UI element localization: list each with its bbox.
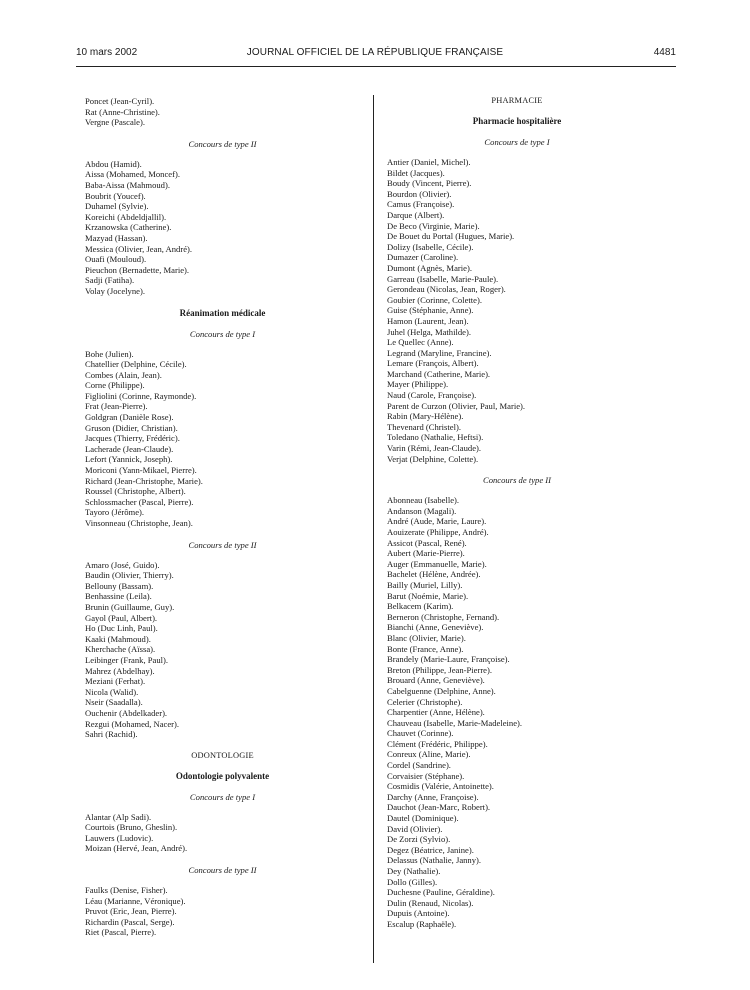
- name-entry: Toledano (Nathalie, Heftsi).: [387, 432, 484, 443]
- name-entry: Gayol (Paul, Albert).: [85, 612, 158, 623]
- name-entry: Sadji (Fatiha).: [85, 275, 135, 286]
- name-entry: Bildet (Jacques).: [387, 167, 445, 178]
- name-entry: Hamon (Laurent, Jean).: [387, 315, 469, 326]
- name-entry: Lefort (Yannick, Joseph).: [85, 454, 173, 465]
- name-entry: Messica (Olivier, Jean, André).: [85, 243, 193, 254]
- name-entry: Cosmidis (Valérie, Antoinette).: [387, 781, 494, 792]
- name-entry: Leibinger (Frank, Paul).: [85, 654, 169, 665]
- name-entry: Dauchot (Jean-Marc, Robert).: [387, 802, 491, 813]
- name-entry: Pruvot (Eric, Jean, Pierre).: [85, 906, 177, 917]
- name-entry: Chauveau (Isabelle, Marie-Madeleine).: [387, 717, 523, 728]
- name-entry: Brouard (Anne, Geneviève).: [387, 675, 485, 686]
- name-entry: Bonte (France, Anne).: [387, 643, 464, 654]
- subsection-heading: Concours de type II: [482, 475, 552, 486]
- name-entry: Delassus (Nathalie, Janny).: [387, 855, 482, 866]
- name-entry: De Beco (Virginie, Marie).: [387, 220, 480, 231]
- name-entry: Richardin (Pascal, Serge).: [85, 916, 175, 927]
- name-entry: Mazyad (Hassan).: [85, 232, 148, 243]
- name-entry: Riet (Pascal, Pierre).: [85, 927, 157, 938]
- name-entry: Mahrez (Abdelhay).: [85, 665, 155, 676]
- name-entry: Conreux (Aline, Marie).: [387, 749, 471, 760]
- name-entry: Corvaisier (Stéphane).: [387, 770, 465, 781]
- name-entry: Abonneau (Isabelle).: [387, 495, 460, 506]
- name-entry: Figliolini (Corinne, Raymonde).: [85, 390, 197, 401]
- name-entry: Assicot (Pascal, René).: [387, 537, 467, 548]
- name-entry: Andanson (Magali).: [387, 505, 457, 516]
- name-entry: Gerondeau (Nicolas, Jean, Roger).: [387, 284, 506, 295]
- name-entry: Darque (Albert).: [387, 209, 445, 220]
- name-entry: Léau (Marianne, Véronique).: [85, 895, 186, 906]
- name-entry: Cordel (Sandrine).: [387, 760, 451, 771]
- name-entry: Courtois (Bruno, Gheslin).: [85, 822, 178, 833]
- name-entry: Camus (Françoise).: [387, 199, 455, 210]
- name-entry: Schlossmacher (Pascal, Pierre).: [85, 496, 194, 507]
- name-entry: Breton (Philippe, Jean-Pierre).: [387, 664, 493, 675]
- name-entry: Ouafi (Mouloud).: [85, 254, 147, 265]
- name-entry: Nicola (Walid).: [85, 686, 139, 697]
- name-list: [85, 560, 360, 740]
- name-entry: Aubert (Marie-Pierre).: [387, 548, 465, 559]
- name-entry: Belkacem (Karim).: [387, 601, 454, 612]
- name-entry: Rat (Anne-Christine).: [85, 106, 160, 117]
- name-entry: Celerier (Christophe).: [387, 696, 463, 707]
- left-column: [85, 96, 360, 938]
- section-heading: Réanimation médicale: [179, 307, 266, 318]
- name-entry: Goubier (Corinne, Colette).: [387, 294, 482, 305]
- name-entry: Chatellier (Delphine, Cécile).: [85, 359, 187, 370]
- name-list: [85, 349, 360, 529]
- name-entry: Jacques (Thierry, Frédéric).: [85, 433, 180, 444]
- name-list: [85, 96, 360, 128]
- name-entry: Brunin (Guillaume, Guy).: [85, 601, 175, 612]
- name-entry: Frat (Jean-Pierre).: [85, 401, 148, 412]
- name-entry: Abdou (Hamid).: [85, 158, 142, 169]
- subsection-heading: Concours de type II: [188, 865, 257, 876]
- name-entry: Faulks (Denise, Fisher).: [85, 885, 168, 896]
- name-entry: Bohe (Julien).: [85, 348, 134, 359]
- name-entry: Boubrit (Youcef).: [85, 190, 146, 201]
- name-entry: Moriconi (Yann-Mikael, Pierre).: [85, 465, 197, 476]
- name-entry: Verjat (Delphine, Colette).: [387, 453, 479, 464]
- name-entry: Alantar (Alp Sadi).: [85, 811, 152, 822]
- name-entry: Barut (Noémie, Marie).: [387, 590, 469, 601]
- name-entry: Dollo (Gilles).: [387, 876, 438, 887]
- name-entry: Kherchache (Aïssa).: [85, 644, 156, 655]
- group-heading: ODONTOLOGIE: [191, 750, 254, 760]
- name-entry: Duchesne (Pauline, Géraldine).: [387, 887, 495, 898]
- name-entry: Roussel (Christophe, Albert).: [85, 486, 186, 497]
- name-entry: Darchy (Anne, Françoise).: [387, 791, 479, 802]
- name-entry: Dupuis (Antoine).: [387, 908, 450, 919]
- right-column: [387, 96, 647, 930]
- name-entry: Dautel (Dominique).: [387, 813, 459, 824]
- name-entry: David (Olivier).: [387, 823, 443, 834]
- name-entry: Dumont (Agnès, Marie).: [387, 262, 472, 273]
- name-entry: Tayoro (Jérôme).: [85, 507, 145, 518]
- name-entry: De Zorzi (Sylvio).: [387, 834, 451, 845]
- name-entry: Antier (Daniel, Michel).: [387, 157, 471, 167]
- name-entry: Bourdon (Olivier).: [387, 188, 452, 199]
- name-entry: Nseir (Saadalla).: [85, 697, 143, 708]
- name-entry: Boudy (Vincent, Pierre).: [387, 178, 472, 189]
- name-entry: Bellouny (Bassam).: [85, 580, 154, 591]
- name-entry: Poncet (Jean-Cyril).: [85, 96, 155, 106]
- name-entry: Lacherade (Jean-Claude).: [85, 443, 174, 454]
- name-entry: Varin (Rémi, Jean-Claude).: [387, 443, 482, 454]
- name-entry: De Bouet du Portal (Hugues, Marie).: [387, 231, 515, 242]
- name-entry: Dumazer (Caroline).: [387, 252, 459, 263]
- name-entry: Moizan (Hervé, Jean, André).: [85, 843, 188, 854]
- name-entry: Meziani (Ferhat).: [85, 676, 146, 687]
- name-entry: Koreichi (Abdeldjallil).: [85, 211, 167, 222]
- header-date: 10 mars 2002: [76, 47, 138, 58]
- name-entry: Vergne (Pascale).: [85, 117, 145, 128]
- column-divider: [373, 95, 374, 963]
- name-entry: Lemare (François, Albert).: [387, 358, 479, 369]
- subsection-heading: Concours de type I: [189, 791, 256, 802]
- name-entry: Auger (Emmanuelle, Marie).: [387, 558, 487, 569]
- name-entry: Brandely (Marie-Laure, Françoise).: [387, 654, 510, 665]
- name-entry: André (Aude, Marie, Laure).: [387, 516, 487, 527]
- name-list: [85, 885, 360, 938]
- name-entry: Parent de Curzon (Olivier, Paul, Marie).: [387, 400, 526, 411]
- group-heading: PHARMACIE: [491, 96, 543, 105]
- name-entry: Bianchi (Anne, Geneviève).: [387, 622, 484, 633]
- page-number: 4481: [653, 47, 676, 58]
- section-heading: Pharmacie hospitalière: [472, 116, 562, 126]
- page-header: [0, 47, 750, 61]
- name-entry: Guise (Stéphanie, Anne).: [387, 305, 474, 316]
- name-entry: Rezgui (Mohamed, Nacer).: [85, 718, 180, 729]
- name-entry: Garreau (Isabelle, Marie-Paule).: [387, 273, 499, 284]
- name-entry: Sahri (Rachid).: [85, 729, 138, 740]
- name-entry: Bachelet (Hélène, Andrée).: [387, 569, 481, 580]
- name-entry: Baudin (Olivier, Thierry).: [85, 570, 174, 581]
- name-entry: Dey (Nathalie).: [387, 866, 441, 876]
- name-list: [387, 157, 647, 464]
- name-entry: Aouizerate (Philippe, André).: [387, 527, 489, 537]
- name-entry: Krzanowska (Catherine).: [85, 222, 172, 233]
- name-entry: Aissa (Mohamed, Moncef).: [85, 169, 180, 180]
- name-entry: Ho (Duc Linh, Paul).: [85, 623, 158, 634]
- name-entry: Rabin (Mary-Hélène).: [387, 411, 464, 422]
- name-list: [387, 495, 647, 929]
- name-entry: Combes (Alain, Jean).: [85, 369, 162, 380]
- name-entry: Cabelguenne (Delphine, Anne).: [387, 685, 496, 696]
- name-list: [85, 159, 360, 297]
- name-entry: Goldgran (Danièle Rose).: [85, 412, 174, 423]
- name-entry: Benhassine (Leila).: [85, 591, 152, 602]
- name-entry: Le Quellec (Anne).: [387, 337, 454, 348]
- name-entry: Degez (Béatrice, Janine).: [387, 844, 474, 855]
- name-entry: Kaaki (Mahmoud).: [85, 633, 151, 644]
- name-entry: Thevenard (Christel).: [387, 421, 461, 432]
- name-entry: Dulin (Renaud, Nicolas).: [387, 897, 474, 908]
- journal-title: JOURNAL OFFICIEL DE LA RÉPUBLIQUE FRANÇAISE: [246, 47, 504, 58]
- name-entry: Charpentier (Anne, Hélène).: [387, 707, 485, 718]
- name-entry: Clément (Frédéric, Philippe).: [387, 738, 488, 749]
- name-entry: Duhamel (Sylvie).: [85, 201, 149, 212]
- name-entry: Mayer (Philippe).: [387, 379, 449, 390]
- subsection-heading: Concours de type I: [189, 328, 256, 339]
- header-rule: [76, 66, 676, 67]
- name-entry: Naud (Carole, Françoise).: [387, 390, 477, 401]
- name-entry: Juhel (Helga, Mathilde).: [387, 326, 472, 337]
- name-entry: Corne (Philippe).: [85, 380, 145, 391]
- name-entry: Chauvet (Corinne).: [387, 728, 454, 739]
- name-entry: Blanc (Olivier, Marie).: [387, 632, 466, 643]
- name-entry: Ouchenir (Abdelkader).: [85, 707, 168, 718]
- name-entry: Bailly (Muriel, Lilly).: [387, 579, 463, 590]
- name-entry: Volay (Jocelyne).: [85, 285, 145, 296]
- name-entry: Gruson (Didier, Christian).: [85, 422, 178, 433]
- subsection-heading: Concours de type II: [188, 138, 257, 149]
- name-entry: Berneron (Christophe, Fernand).: [387, 611, 500, 622]
- name-entry: Amaro (José, Guido).: [85, 559, 160, 570]
- subsection-heading: Concours de type II: [188, 539, 257, 550]
- name-list: [85, 812, 360, 854]
- name-entry: Baba-Aissa (Mahmoud).: [85, 179, 170, 190]
- name-entry: Vinsonneau (Christophe, Jean).: [85, 518, 193, 528]
- name-entry: Richard (Jean-Christophe, Marie).: [85, 475, 203, 486]
- name-entry: Lauwers (Ludovic).: [85, 832, 154, 843]
- name-entry: Dolizy (Isabelle, Cécile).: [387, 241, 474, 252]
- subsection-heading: Concours de type I: [484, 137, 550, 147]
- name-entry: Marchand (Catherine, Marie).: [387, 368, 491, 379]
- name-entry: Escalup (Raphaële).: [387, 918, 457, 929]
- section-heading: Odontologie polyvalente: [175, 770, 270, 781]
- name-entry: Legrand (Maryline, Francine).: [387, 347, 492, 358]
- name-entry: Pieuchon (Bernadette, Marie).: [85, 264, 190, 275]
